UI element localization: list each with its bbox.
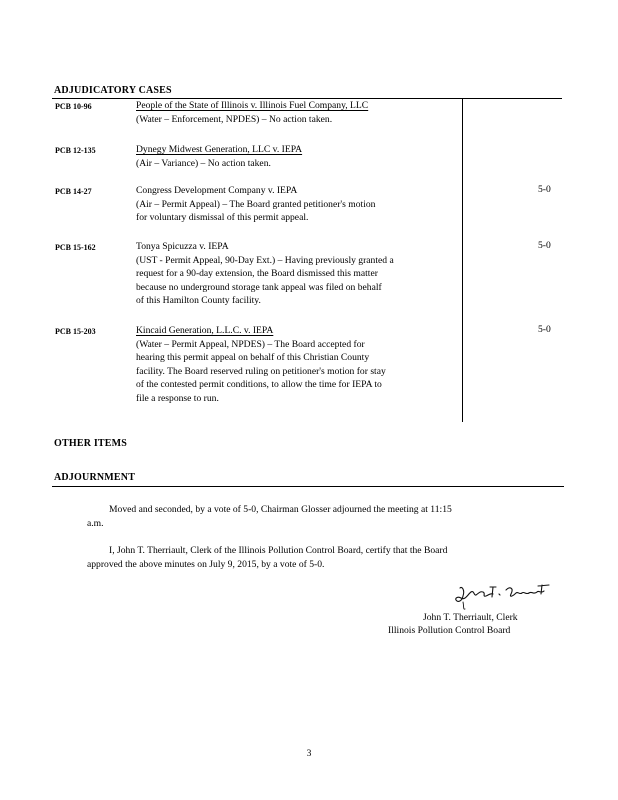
certification-paragraph: [87, 544, 447, 571]
table-column-divider: [462, 98, 463, 422]
case-description-line: (UST - Permit Appeal, 90-Day Ext.) – Having previously granted a: [136, 254, 394, 266]
adjournment-paragraph: [87, 503, 452, 530]
paragraph-line: I, John T. Therriault, Clerk of the Illinois Pollution Control Board, certify that the Board: [109, 545, 448, 556]
paragraph-line: Moved and seconded, by a vote of 5-0, Chairman Glosser adjourned the meeting at 11:15: [109, 504, 452, 515]
case-description-line: hearing this permit appeal on behalf of this Christian County: [136, 352, 370, 363]
case-entry: [136, 240, 454, 308]
case-title: Dynegy Midwest Generation, LLC v. IEPA: [136, 144, 303, 155]
case-title: Kincaid Generation, L.L.C. v. IEPA: [136, 325, 274, 336]
vote-count: 5-0: [538, 324, 551, 335]
vote-count: 5-0: [538, 240, 551, 251]
case-entry: [136, 143, 454, 170]
case-description-line: of this Hamilton County facility.: [136, 295, 261, 306]
clerk-organization: Illinois Pollution Control Board: [388, 625, 511, 636]
clerk-name: John T. Therriault, Clerk: [423, 612, 518, 623]
case-entry: [136, 184, 454, 225]
page-number: 3: [306, 748, 312, 759]
case-description-line: (Water – Permit Appeal, NPDES) – The Board accepted for: [136, 338, 365, 350]
paragraph-line: a.m.: [87, 517, 104, 529]
adjudicatory-cases-heading: ADJUDICATORY CASES: [54, 85, 172, 96]
case-number: PCB 10-96: [55, 102, 92, 111]
case-description-line: (Air – Variance) – No action taken.: [136, 157, 271, 169]
case-description-line: facility. The Board reserved ruling on petitioner's motion for stay: [136, 365, 386, 377]
case-description-line: file a response to run.: [136, 392, 219, 404]
adjournment-heading-rule: [52, 486, 564, 487]
case-description-line: (Air – Permit Appeal) – The Board granted petitioner's motion: [136, 198, 376, 210]
case-description-line: because no underground storage tank appeal was filed on behalf: [136, 281, 382, 293]
case-number: PCB 12-135: [55, 146, 96, 155]
case-title: Tonya Spicuzza v. IEPA: [136, 241, 229, 252]
case-title: Congress Development Company v. IEPA: [136, 185, 298, 196]
vote-count: 5-0: [538, 184, 551, 195]
case-number: PCB 14-27: [55, 187, 92, 196]
case-description-line: for voluntary dismissal of this permit appeal.: [136, 212, 309, 223]
case-number: PCB 15-203: [55, 327, 96, 336]
case-entry: [136, 99, 454, 126]
case-description-line: request for a 90-day extension, the Board dismissed this matter: [136, 268, 378, 279]
case-number: PCB 15-162: [55, 243, 96, 252]
paragraph-line: approved the above minutes on July 9, 2015, by a vote of 5-0.: [87, 558, 325, 570]
other-items-heading: OTHER ITEMS: [54, 438, 128, 449]
adjournment-heading: ADJOURNMENT: [54, 472, 136, 483]
case-title: People of the State of Illinois v. Illinois Fuel Company, LLC: [136, 100, 369, 111]
case-entry: [136, 324, 454, 405]
case-description-line: (Water – Enforcement, NPDES) – No action taken.: [136, 113, 333, 125]
case-description-line: of the contested permit conditions, to allow the time for IEPA to: [136, 379, 382, 390]
